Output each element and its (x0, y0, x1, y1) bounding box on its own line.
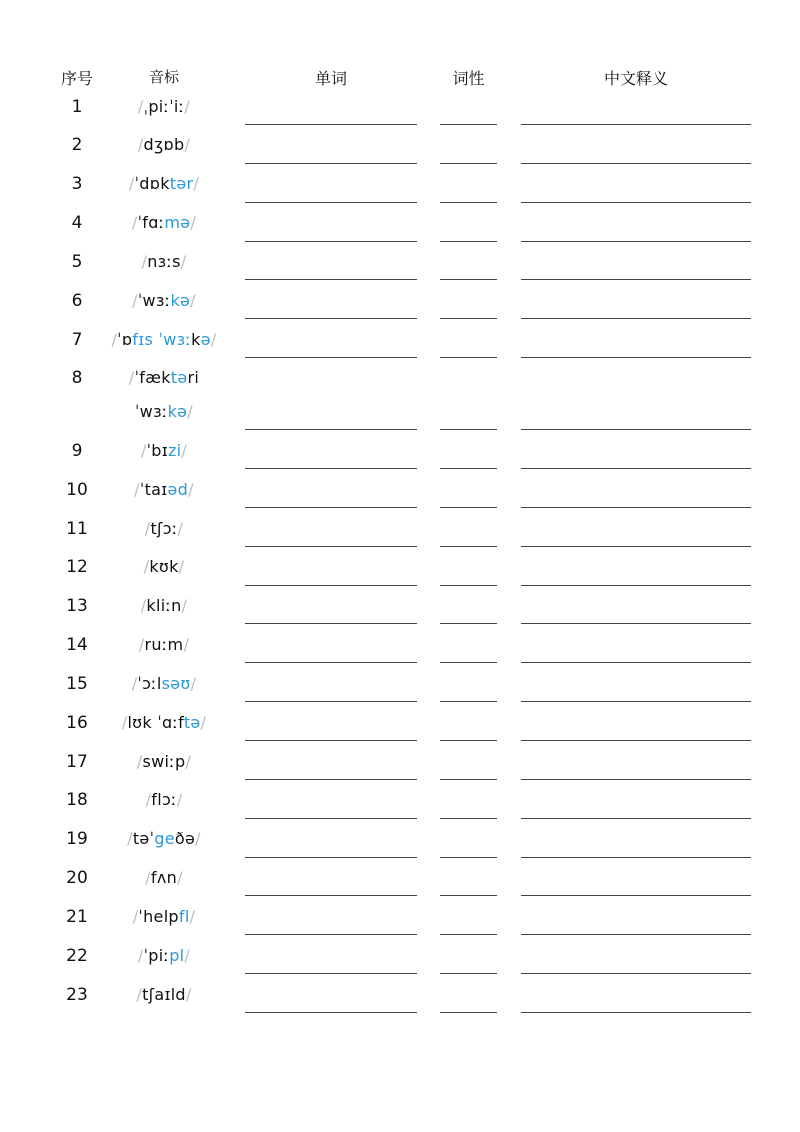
slash-close: / (177, 519, 184, 538)
phonetic-segment: flɔː (151, 790, 177, 809)
slash-close: / (190, 674, 197, 693)
phonetic-segment: k (191, 330, 201, 349)
slash-open: / (144, 519, 151, 538)
row-number: 19 (66, 829, 88, 849)
meaning-blank[interactable] (521, 779, 751, 780)
pos-blank[interactable] (440, 507, 497, 508)
row-number: 13 (66, 596, 88, 616)
slash-open: / (145, 790, 152, 809)
slash-close: / (185, 985, 192, 1004)
header-pos: 词性 (452, 69, 485, 88)
meaning-blank[interactable] (521, 701, 751, 702)
row-number: 17 (66, 752, 88, 772)
slash-close: / (189, 907, 196, 926)
row-number: 6 (71, 291, 83, 311)
word-blank[interactable] (245, 857, 417, 858)
phonetic-highlight: kə (167, 402, 188, 421)
meaning-blank[interactable] (521, 895, 751, 896)
phonetic-segment: ˈfæk (134, 368, 171, 387)
pos-blank[interactable] (440, 740, 497, 741)
phonetic-segment: tʃaɪld (142, 985, 186, 1004)
slash-open: / (131, 674, 138, 693)
slash-open: / (140, 596, 147, 615)
row-number: 14 (66, 635, 88, 655)
row-number: 2 (71, 135, 83, 155)
phonetic-segment: swiːp (142, 752, 186, 771)
meaning-blank[interactable] (521, 623, 751, 624)
pos-blank[interactable] (440, 241, 497, 242)
slash-open: / (111, 330, 118, 349)
slash-close: / (180, 252, 187, 271)
pos-blank[interactable] (440, 662, 497, 663)
pos-blank[interactable] (440, 623, 497, 624)
meaning-blank[interactable] (521, 468, 751, 469)
slash-open: / (121, 713, 128, 732)
row-number: 22 (66, 946, 88, 966)
pos-blank[interactable] (440, 202, 497, 203)
slash-close: / (183, 635, 190, 654)
phonetic-segment: təˈ (132, 829, 155, 848)
meaning-blank[interactable] (521, 973, 751, 974)
slash-open: / (140, 441, 147, 460)
word-blank[interactable] (245, 701, 417, 702)
slash-open: / (137, 946, 144, 965)
row-number: 16 (66, 713, 88, 733)
word-blank[interactable] (245, 429, 417, 430)
slash-open: / (136, 985, 143, 1004)
row-number: 21 (66, 907, 88, 927)
pos-blank[interactable] (440, 585, 497, 586)
slash-open: / (138, 635, 145, 654)
slash-close: / (181, 596, 188, 615)
slash-open: / (141, 252, 148, 271)
meaning-blank[interactable] (521, 429, 751, 430)
row-number: 18 (66, 790, 88, 810)
word-blank[interactable] (245, 662, 417, 663)
slash-open: / (128, 368, 135, 387)
word-blank[interactable] (245, 740, 417, 741)
phonetic-transcription (110, 706, 218, 740)
phonetic-segment: ˈbɪ (146, 441, 168, 460)
phonetic-highlight: pl (169, 946, 185, 965)
meaning-blank[interactable] (521, 357, 751, 358)
row-number: 11 (66, 519, 88, 539)
header-meaning: 中文释义 (603, 69, 668, 88)
row-number: 8 (71, 368, 83, 388)
slash-open: / (137, 135, 144, 154)
slash-close: / (176, 790, 183, 809)
phonetic-transcription (110, 550, 218, 584)
slash-close: / (190, 213, 197, 232)
row-number: 9 (71, 441, 83, 461)
phonetic-highlight: mə (164, 213, 191, 232)
word-blank[interactable] (245, 163, 417, 164)
row-number: 10 (66, 480, 88, 500)
meaning-blank[interactable] (521, 857, 751, 858)
pos-blank[interactable] (440, 429, 497, 430)
phonetic-transcription (110, 978, 218, 1012)
row-number: 23 (66, 985, 88, 1005)
slash-open: / (131, 213, 138, 232)
phonetic-transcription (110, 284, 218, 318)
pos-blank[interactable] (440, 701, 497, 702)
slash-open: / (128, 174, 135, 193)
slash-close: / (181, 441, 188, 460)
phonetic-segment: ˈɒ (117, 330, 133, 349)
row-number: 5 (71, 252, 83, 272)
row-number: 3 (71, 174, 83, 194)
phonetic-segment: ðə (174, 829, 196, 848)
phonetic-transcription (104, 323, 224, 357)
meaning-blank[interactable] (521, 740, 751, 741)
pos-blank[interactable] (440, 818, 497, 819)
phonetic-segment: dʒɒb (143, 135, 185, 154)
phonetic-highlight: tə (183, 713, 201, 732)
pos-blank[interactable] (440, 357, 497, 358)
word-blank[interactable] (245, 468, 417, 469)
phonetic-segment: nɜːs (147, 252, 181, 271)
meaning-blank[interactable] (521, 818, 751, 819)
meaning-blank[interactable] (521, 318, 751, 319)
phonetic-transcription (110, 783, 218, 817)
row-number: 20 (66, 868, 88, 888)
word-blank[interactable] (245, 124, 417, 125)
word-blank[interactable] (245, 357, 417, 358)
pos-blank[interactable] (440, 546, 497, 547)
phonetic-highlight: tə (170, 368, 188, 387)
meaning-blank[interactable] (521, 507, 751, 508)
slash-open: / (143, 557, 150, 576)
phonetic-segment: ˌpiːˈiː (143, 97, 185, 116)
phonetic-transcription (110, 861, 218, 895)
phonetic-transcription (110, 589, 218, 623)
phonetic-highlight: fɪs (132, 330, 154, 349)
header-index: 序号 (60, 69, 93, 88)
phonetic-highlight: ge (154, 829, 175, 848)
word-blank[interactable] (245, 818, 417, 819)
row-number: 12 (66, 557, 88, 577)
row-number: 1 (71, 97, 83, 117)
phonetic-transcription (110, 667, 218, 701)
meaning-blank[interactable] (521, 546, 751, 547)
slash-close: / (184, 97, 191, 116)
slash-open: / (132, 291, 138, 310)
phonetic-transcription (110, 900, 218, 934)
phonetic-transcription (110, 361, 218, 429)
phonetic-segment: ˈdɒk (134, 174, 170, 193)
phonetic-transcription (110, 512, 218, 546)
phonetic-transcription (110, 939, 218, 973)
slash-close: / (184, 946, 191, 965)
pos-blank[interactable] (440, 1012, 497, 1013)
phonetic-segment: ˈtaɪ (139, 480, 168, 499)
slash-open: / (137, 97, 144, 116)
slash-close: / (190, 291, 196, 310)
word-blank[interactable] (245, 279, 417, 280)
meaning-blank[interactable] (521, 163, 751, 164)
phonetic-transcription (110, 473, 218, 507)
phonetic-highlight: kə (170, 291, 191, 310)
slash-open: / (145, 868, 151, 887)
meaning-blank[interactable] (521, 202, 751, 203)
slash-close: / (210, 330, 217, 349)
word-blank[interactable] (245, 546, 417, 547)
word-blank[interactable] (245, 895, 417, 896)
phonetic-transcription (110, 206, 218, 240)
meaning-blank[interactable] (521, 934, 751, 935)
pos-blank[interactable] (440, 163, 497, 164)
slash-close: / (178, 557, 185, 576)
phonetic-transcription (110, 245, 218, 279)
phonetic-highlight: ˈwɜː (158, 330, 192, 349)
slash-close: / (187, 402, 193, 421)
phonetic-highlight: əd (167, 480, 189, 499)
meaning-blank[interactable] (521, 1012, 751, 1013)
pos-blank[interactable] (440, 779, 497, 780)
phonetic-segment: ruːm (144, 635, 184, 654)
slash-close: / (177, 868, 183, 887)
slash-close: / (185, 752, 192, 771)
pos-blank[interactable] (440, 279, 497, 280)
phonetic-transcription (110, 745, 218, 779)
slash-open: / (127, 829, 133, 848)
word-blank[interactable] (245, 623, 417, 624)
slash-close: / (195, 829, 201, 848)
pos-blank[interactable] (440, 318, 497, 319)
row-number: 7 (71, 330, 83, 350)
word-blank[interactable] (245, 973, 417, 974)
meaning-blank[interactable] (521, 662, 751, 663)
word-blank[interactable] (245, 202, 417, 203)
meaning-blank[interactable] (521, 585, 751, 586)
phonetic-transcription (110, 822, 218, 856)
phonetic-transcription (110, 90, 218, 124)
row-number: 15 (66, 674, 88, 694)
word-blank[interactable] (245, 318, 417, 319)
pos-blank[interactable] (440, 124, 497, 125)
phonetic-segment: tʃɔː (150, 519, 178, 538)
word-blank[interactable] (245, 585, 417, 586)
meaning-blank[interactable] (521, 279, 751, 280)
slash-open: / (132, 907, 139, 926)
pos-blank[interactable] (440, 468, 497, 469)
phonetic-highlight: tər (169, 174, 194, 193)
phonetic-segment: ˈwɜː (134, 402, 168, 421)
phonetic-segment: ˈwɜː (137, 291, 171, 310)
slash-close: / (193, 174, 200, 193)
slash-close: / (184, 135, 191, 154)
meaning-blank[interactable] (521, 124, 751, 125)
phonetic-highlight: zi (167, 441, 182, 460)
phonetic-transcription (110, 434, 218, 468)
slash-open: / (134, 480, 140, 499)
pos-blank[interactable] (440, 857, 497, 858)
slash-open: / (136, 752, 143, 771)
slash-close: / (200, 713, 207, 732)
phonetic-segment: ˈpiː (143, 946, 170, 965)
phonetic-segment: ˈɔːl (137, 674, 162, 693)
phonetic-segment: lʊk ˈɑːf (127, 713, 184, 732)
pos-blank[interactable] (440, 973, 497, 974)
word-blank[interactable] (245, 241, 417, 242)
meaning-blank[interactable] (521, 241, 751, 242)
word-blank[interactable] (245, 779, 417, 780)
header-word: 单词 (314, 69, 347, 88)
phonetic-transcription (110, 128, 218, 162)
row-number: 4 (71, 213, 83, 233)
phonetic-segment: fʌn (150, 868, 178, 887)
pos-blank[interactable] (440, 934, 497, 935)
phonetic-highlight: səʊ (161, 674, 191, 693)
word-blank[interactable] (245, 1012, 417, 1013)
phonetic-highlight: fl (178, 907, 190, 926)
word-blank[interactable] (245, 507, 417, 508)
phonetic-transcription (110, 628, 218, 662)
pos-blank[interactable] (440, 895, 497, 896)
phonetic-transcription (110, 167, 218, 201)
header-phonetic: 音标 (148, 68, 179, 86)
word-blank[interactable] (245, 934, 417, 935)
phonetic-highlight: ə (200, 330, 211, 349)
phonetic-segment: ri (187, 368, 200, 387)
slash-close: / (188, 480, 194, 499)
phonetic-segment: kʊk (149, 557, 179, 576)
phonetic-segment: kliːn (146, 596, 182, 615)
phonetic-segment: ˈhelp (138, 907, 179, 926)
phonetic-segment: ˈfɑː (137, 213, 165, 232)
